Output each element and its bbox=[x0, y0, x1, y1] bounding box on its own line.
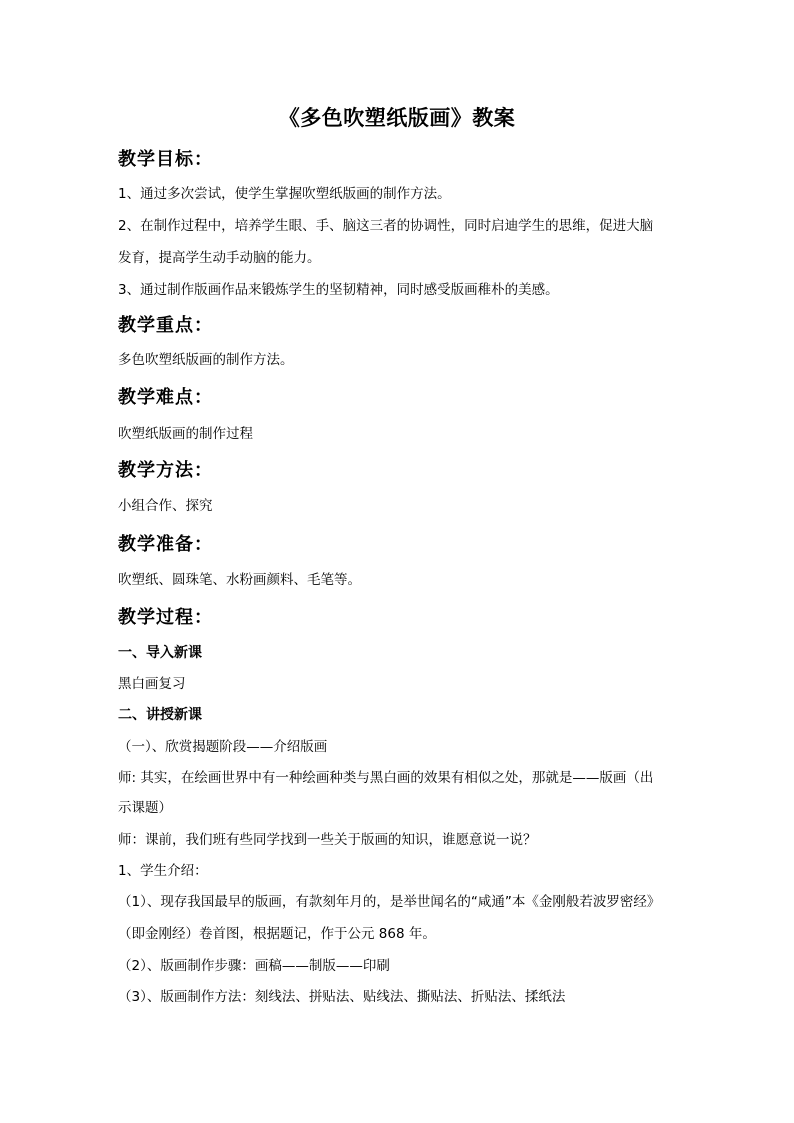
process-line: （2）、版画制作步骤：画稿——制版——印刷 bbox=[118, 958, 390, 974]
goal-item-2-cont: 发育，提高学生动手动脑的能力。 bbox=[118, 250, 321, 266]
process-part1-text: 黑白画复习 bbox=[118, 676, 186, 692]
process-line: 师：课前，我们班有些同学找到一些关于版画的知识，谁愿意说一说？ bbox=[118, 832, 537, 848]
heading-methods: 教学方法： bbox=[118, 460, 213, 481]
process-line: 1、学生介绍： bbox=[118, 863, 208, 879]
process-line: （3）、版画制作方法：刻线法、拼贴法、贴线法、撕贴法、折贴法、揉纸法 bbox=[118, 989, 566, 1005]
goal-item-1: 1、通过多次尝试，使学生掌握吹塑纸版画的制作方法。 bbox=[118, 186, 451, 202]
process-line: 示课题） bbox=[118, 800, 172, 816]
heading-difficulties: 教学难点： bbox=[118, 387, 213, 408]
methods-text: 小组合作、探究 bbox=[118, 498, 213, 514]
goal-item-2: 2、在制作过程中，培养学生眼、手、脑这三者的协调性，同时启迪学生的思维，促进大脑 bbox=[118, 218, 654, 234]
preparation-text: 吹塑纸、圆珠笔、水粉画颜料、毛笔等。 bbox=[118, 572, 361, 588]
process-line: （即金刚经）卷首图，根据题记，作于公元 868 年。 bbox=[118, 926, 436, 942]
process-line: 师: 其实，在绘画世界中有一种绘画种类与黑白画的效果有相似之处，那就是——版画（出 bbox=[118, 770, 654, 786]
process-part1-heading: 一、导入新课 bbox=[118, 645, 202, 661]
heading-goals: 教学目标： bbox=[118, 149, 213, 170]
key-points-text: 多色吹塑纸版画的制作方法。 bbox=[118, 352, 294, 368]
process-line: （一）、欣赏揭题阶段——介绍版画 bbox=[118, 739, 328, 755]
heading-process: 教学过程： bbox=[118, 607, 213, 628]
heading-preparation: 教学准备： bbox=[118, 534, 213, 555]
document-title: 《多色吹塑纸版画》教案 bbox=[278, 105, 516, 130]
process-line: （1）、现存我国最早的版画，有款刻年月的，是举世闻名的“咸通”本《金刚般若波罗密经》 bbox=[118, 894, 661, 910]
goal-item-3: 3、通过制作版画作品来锻炼学生的坚韧精神，同时感受版画稚朴的美感。 bbox=[118, 282, 559, 298]
process-part2-heading: 二、讲授新课 bbox=[118, 707, 202, 723]
difficulties-text: 吹塑纸版画的制作过程 bbox=[118, 426, 253, 442]
heading-key-points: 教学重点： bbox=[118, 315, 213, 336]
